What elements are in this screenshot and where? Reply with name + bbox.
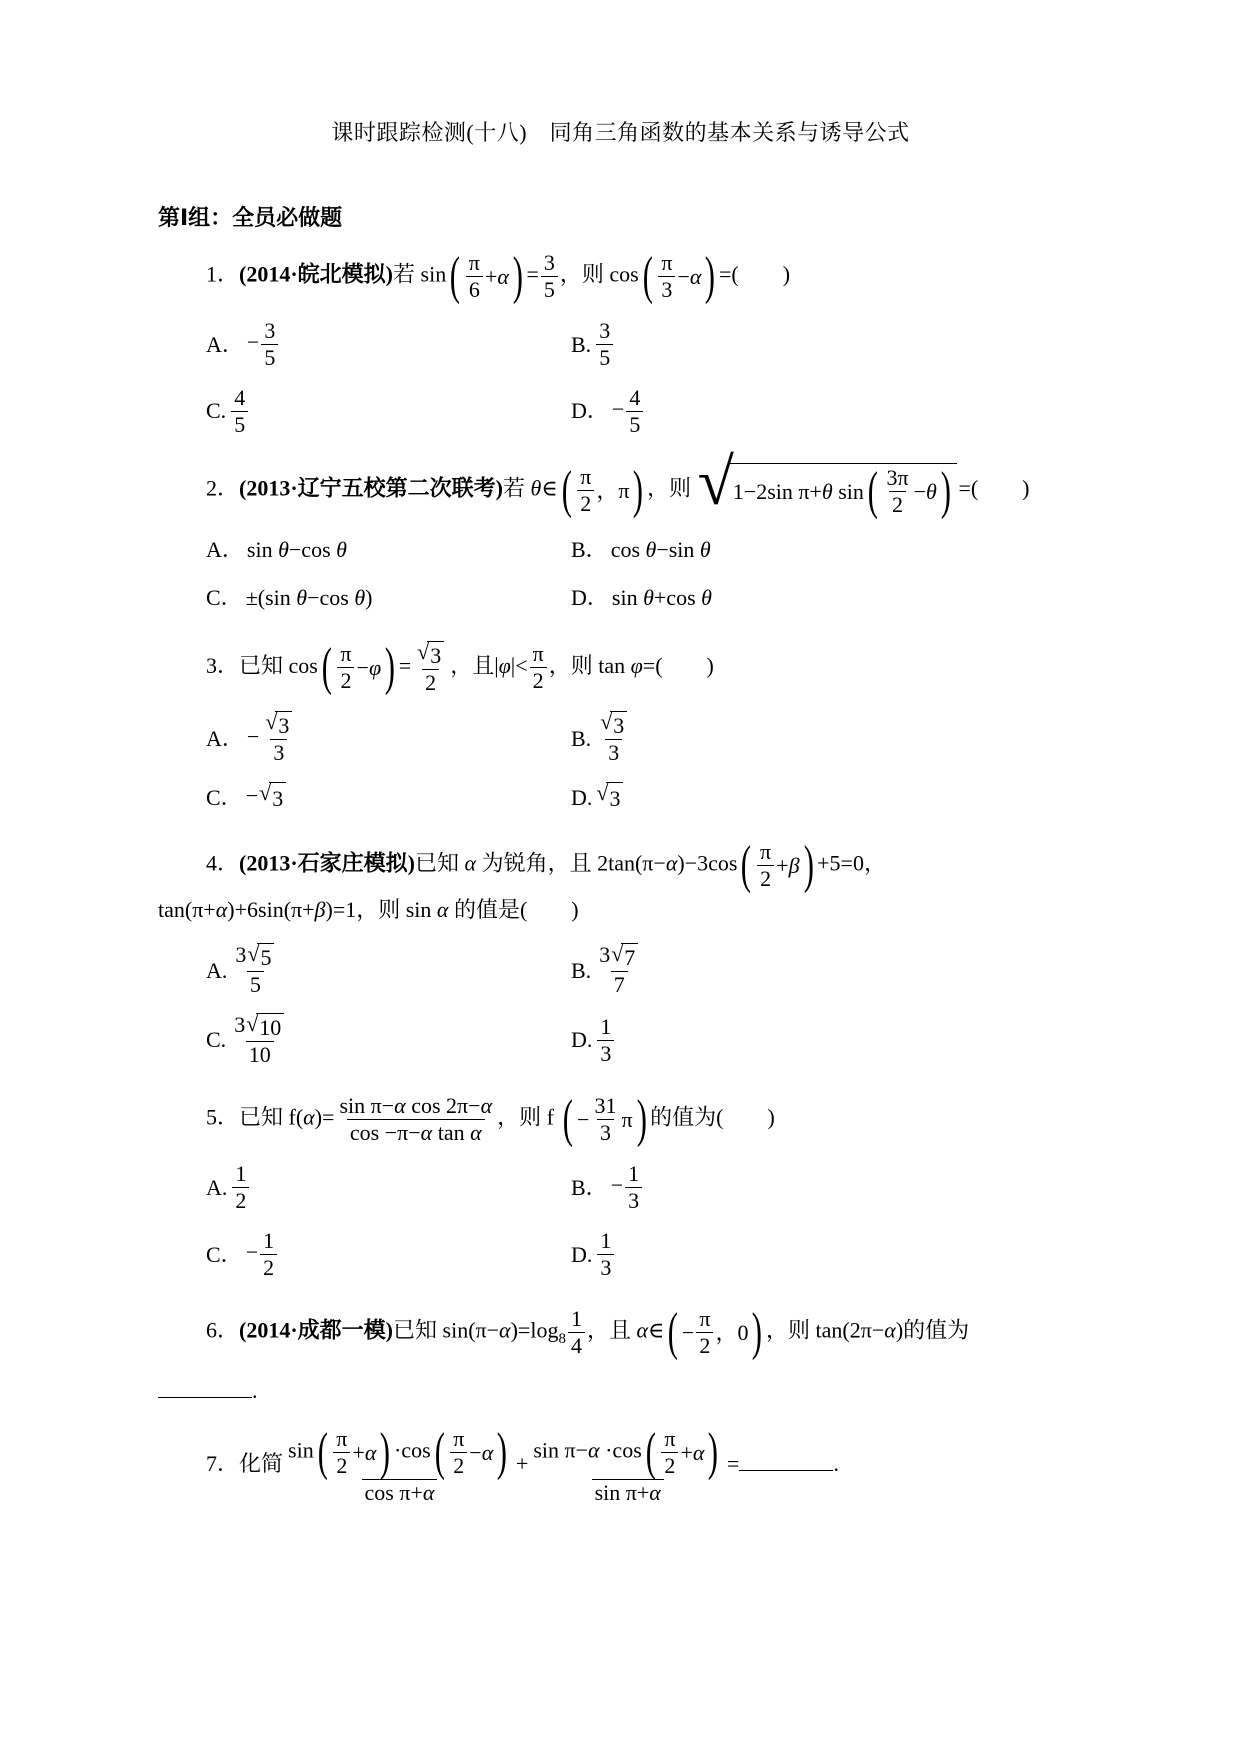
text: sin θ+cos θ [611,584,712,610]
text: 2 [532,668,544,694]
text: 2 [699,1332,711,1358]
text: 2 [235,1188,247,1214]
question-continuation [158,1373,1083,1408]
text: 2 [892,491,904,517]
parenthesis-group [559,1090,650,1149]
option-content [229,385,250,438]
question-stem [158,1422,1083,1506]
option-label: B. [571,957,592,983]
text: 10 [259,1015,282,1041]
text: −α [677,263,702,289]
text: ，则 [647,475,697,501]
fraction [596,942,642,998]
text: 2 [336,1452,348,1478]
open-paren: ( [321,637,332,696]
square-root [417,638,444,669]
fraction [261,711,296,767]
text: 1 [600,1228,612,1254]
text: 5 [599,344,611,370]
section-heading: 第Ⅰ组：全员必做题 [158,205,343,230]
text: 3 [661,276,673,302]
text: 3 [273,740,285,766]
parenthesis-group [446,246,526,305]
text: π [661,250,673,275]
square-root [596,782,623,814]
parenthesis-group [318,637,399,696]
fraction [696,1306,713,1359]
fraction [232,1161,249,1214]
text: π [532,641,544,667]
fraction [530,641,547,694]
text: 7 [624,945,636,971]
text: 1 [600,1013,612,1039]
text: π [760,839,772,865]
radical-sign: √ [417,638,430,664]
square-root [697,445,958,520]
option [206,711,571,767]
text: =( ) [719,261,791,287]
close-paren: ) [633,460,644,519]
text: 3 [234,1012,246,1038]
text: 若 θ∈ [503,475,558,501]
text: ±(sin θ−cos θ) [245,584,373,610]
text: = [727,1451,740,1476]
text: cos θ−sin θ [610,536,711,562]
text: = [398,652,412,678]
radical-sign: √ [247,941,260,967]
question-7 [158,1422,1083,1506]
text: 4 [570,1332,582,1358]
fraction [591,1093,619,1146]
text: ，且 α∈ [586,1317,665,1343]
option-content [246,583,373,613]
text: sin π+α [594,1479,661,1505]
text: π [664,1426,676,1452]
text: ，则 f [497,1104,560,1130]
option [571,581,1083,615]
option-content [595,1228,616,1281]
option [571,1228,1083,1281]
text: ，π [596,477,630,503]
text: +α [352,1439,377,1465]
option-content [594,318,615,371]
option-label: A． [206,725,244,751]
text: 的值为( ) [650,1104,775,1130]
radical-sign: √ [246,1011,259,1037]
answer-blank [739,1449,833,1471]
text: − [246,329,260,355]
fraction [596,711,631,767]
source-label: (2014·皖北模拟) [239,261,394,287]
text: 3 [430,642,442,668]
text: 已知 α 为锐角，且 2tan(π−α)−3cos [415,850,738,876]
option-label: D. [571,1241,593,1267]
option-label: B. [571,331,592,357]
square-root [259,782,286,814]
options-grid [158,526,1083,622]
text: 若 sin [393,261,447,287]
text: 5 [234,411,246,437]
text: 1−2sin π+θ sin [732,478,864,504]
close-paren: ) [705,246,716,305]
text: 2． [206,475,240,501]
radical-sign: √ [259,780,272,806]
text: 5 [249,972,261,998]
option-label: D. [571,1027,593,1053]
text: 2 [340,668,352,694]
fraction [597,1014,614,1067]
option-label: B． [571,536,608,562]
parenthesis-group [642,1422,722,1481]
text: +5=0，tan(π+α)+6sin(π+β)=1，则 sin α 的值是( ) [158,850,886,923]
fraction [336,1093,495,1146]
option [571,385,1083,438]
text: 3 [543,250,555,275]
radical-sign: √ [596,780,609,806]
text: 5 [264,344,276,370]
text: −α [469,1439,494,1465]
open-paren: ( [867,461,878,520]
question-stem [158,246,1083,305]
option [206,318,571,371]
parenthesis-group [639,246,719,305]
text: ，且|φ|< [450,652,528,678]
option [571,942,1083,998]
parenthesis-group [431,1422,511,1481]
option [571,1012,1083,1068]
option-label: A. [206,957,228,983]
fraction [337,641,354,694]
option-label: A. [206,1174,228,1200]
text: 1 [263,1228,275,1254]
text: sin θ−cos θ [246,536,347,562]
text: sin [288,1437,314,1463]
text: =( ) [958,475,1030,501]
text: 2 [580,490,592,516]
option [571,318,1083,371]
option-content [229,1012,290,1068]
option-content [230,1161,251,1214]
option-content [612,583,712,613]
option-content [247,535,347,565]
text: π [580,463,592,489]
open-paren: ( [434,1422,445,1481]
text: 3 [599,1120,611,1146]
option-label: D． [571,398,609,424]
option-content [611,535,711,565]
text: − [246,723,260,749]
question-stem [158,445,1083,520]
fraction [466,250,483,303]
text: ，则 tan φ=( ) [548,652,714,678]
option-label: B． [571,1174,608,1200]
fraction [568,1306,585,1359]
open-paren: ( [668,1302,679,1361]
options-grid [158,311,1083,445]
text: . [252,1377,258,1403]
open-paren: ( [449,246,461,305]
open-paren: ( [561,460,572,519]
text: 4 [629,384,641,410]
text: − [245,782,259,808]
parenthesis-group [314,1422,394,1481]
text: 6 [468,276,480,302]
text: −θ [913,478,937,504]
fraction [285,1422,514,1506]
option-content [611,1161,644,1214]
text: 1． [206,261,240,287]
fraction [541,250,558,303]
option [206,581,571,615]
option-content [594,711,633,767]
square-root [611,943,638,971]
close-paren: ) [512,246,523,305]
open-paren: ( [642,246,653,305]
fraction [450,1426,467,1479]
close-paren: ) [636,1090,647,1149]
close-paren: ) [708,1422,719,1481]
text: sin π−α ·cos [533,1437,642,1463]
radical-sign: √ [265,709,278,735]
open-paren: ( [317,1422,328,1481]
text: − [681,1319,695,1345]
fraction [596,318,613,371]
option [206,385,571,438]
text: 4 [234,384,246,410]
fraction [757,839,774,892]
close-paren: ) [803,836,814,895]
option-label: C． [206,1241,243,1267]
source-label: (2013·辽宁五校第二次联考) [239,475,504,501]
parenthesis-group [664,1302,766,1361]
text: 2 [263,1254,275,1280]
text: 2 [760,866,772,892]
option-label: C． [206,584,243,610]
fraction [626,385,643,438]
open-paren: ( [563,1090,574,1149]
option [206,1161,571,1214]
option [571,711,1083,767]
text: cos −π−α tan α [349,1120,482,1146]
fraction [884,465,912,518]
text: π [468,250,480,275]
question-stem [158,1302,1083,1361]
text: 4． [206,850,240,876]
option-content [595,781,624,814]
document-title: 课时跟踪检测(十八) 同角三角函数的基本关系与诱导公式 [331,120,910,145]
option-label: D． [571,584,609,610]
square-root [246,1013,284,1041]
option-content [594,942,644,998]
open-paren: ( [645,1422,656,1481]
option [571,533,1083,567]
radical-sign: √ [600,709,613,735]
text: π [453,1426,465,1452]
option [206,1228,571,1281]
option-content [246,781,288,814]
text: = [526,261,539,287]
options-grid [158,1154,1083,1288]
option-content [246,1228,279,1281]
option-content [230,942,280,998]
open-paren: ( [741,836,752,895]
text: 已知 sin(π−α)=log [393,1317,559,1343]
text: 3π [886,464,909,490]
text: sin π−α cos 2π−α [339,1093,493,1119]
text: +β [776,853,800,879]
text: 2 [664,1452,676,1478]
question-5 [158,1090,1083,1288]
options-grid [158,704,1083,822]
text: ，则 tan(2π−α)的值为 [766,1317,970,1343]
fraction [333,1426,350,1479]
parenthesis-group [737,836,817,895]
text: π [621,1107,633,1133]
option [206,533,571,567]
text: 1 [235,1161,247,1187]
text: − [610,1172,624,1198]
text: − [245,1239,259,1265]
text: 3．已知 cos [206,652,318,678]
answer-blank [158,1376,252,1398]
text: 3 [609,786,621,812]
square-root [600,711,627,739]
question-4 [158,836,1083,1075]
text: 3 [278,713,290,739]
fraction [231,385,248,438]
option-label: C. [206,1027,227,1053]
fraction [232,942,278,998]
text: 7 [613,972,625,998]
text: 3 [600,1040,612,1066]
text: − [577,1107,590,1133]
text: ，则 cos [559,261,639,287]
text: −φ [356,654,382,680]
subscript: 8 [558,1330,566,1347]
option [571,780,1083,814]
text: 31 [594,1093,617,1119]
fraction [661,1426,678,1479]
question-6 [158,1302,1083,1408]
text: 1 [570,1305,582,1331]
radical-sign: √ [697,445,734,519]
option [206,1012,571,1068]
text: 2 [453,1452,465,1478]
question-stem [158,836,1083,927]
text: − [611,396,625,422]
text: 3 [235,942,247,968]
question-stem [158,1090,1083,1149]
source-label: (2014·成都一模) [239,1317,394,1343]
text: 3 [628,1188,640,1214]
source-label: (2013·石家庄模拟) [239,850,416,876]
option [571,1161,1083,1214]
option-label: A． [206,331,244,357]
text: 3 [600,1254,612,1280]
square-root [265,711,292,739]
text: 10 [248,1042,271,1068]
option-content [247,711,299,767]
fraction [261,318,278,371]
option-content [595,1014,616,1067]
text: π [340,641,352,667]
close-paren: ) [497,1422,508,1481]
options-grid [158,935,1083,1075]
text: cos π+α [364,1479,435,1505]
radical-sign: √ [611,941,624,967]
text: 5．已知 f(α)= [206,1104,335,1130]
option-label: B. [571,725,592,751]
text: 3 [613,713,625,739]
parenthesis-group [558,460,647,519]
text: + [515,1451,529,1476]
close-paren: ) [940,461,951,520]
option-content [612,385,645,438]
text: 7．化简 [206,1451,284,1476]
fraction [658,250,675,303]
fraction [577,464,594,517]
parenthesis-group [864,461,955,520]
text: 6． [206,1317,240,1343]
question-2 [158,445,1083,622]
text: 5 [543,276,555,302]
text: 2 [425,669,437,695]
text: . [833,1451,839,1476]
text: 3 [608,740,620,766]
question-stem [158,637,1083,696]
text: +α [680,1439,705,1465]
option-label: D. [571,784,593,810]
fraction [625,1161,642,1214]
text: 3 [264,317,276,343]
option [206,780,571,814]
option-label: C． [206,784,243,810]
text: 1 [628,1161,640,1187]
questions [158,246,1083,1506]
fraction [530,1422,725,1506]
text: 3 [272,786,284,812]
question-3 [158,637,1083,822]
fraction [413,640,448,696]
text: 3 [599,317,611,343]
text: 5 [260,945,272,971]
close-paren: ) [384,637,396,696]
text: +α [484,263,509,289]
option-label: C. [206,398,227,424]
text: π [336,1426,348,1452]
text: 3 [599,942,611,968]
text: π [699,1305,711,1331]
close-paren: ) [752,1302,763,1361]
text: ，0 [715,1319,749,1345]
square-root [247,943,274,971]
text: 5 [629,411,641,437]
option [206,942,571,998]
fraction [597,1228,614,1281]
question-1 [158,246,1083,445]
close-paren: ) [380,1422,391,1481]
fraction [260,1228,277,1281]
text: ·cos [393,1437,431,1463]
option-content [247,318,280,371]
option-label: A． [206,536,244,562]
fraction [231,1012,288,1068]
